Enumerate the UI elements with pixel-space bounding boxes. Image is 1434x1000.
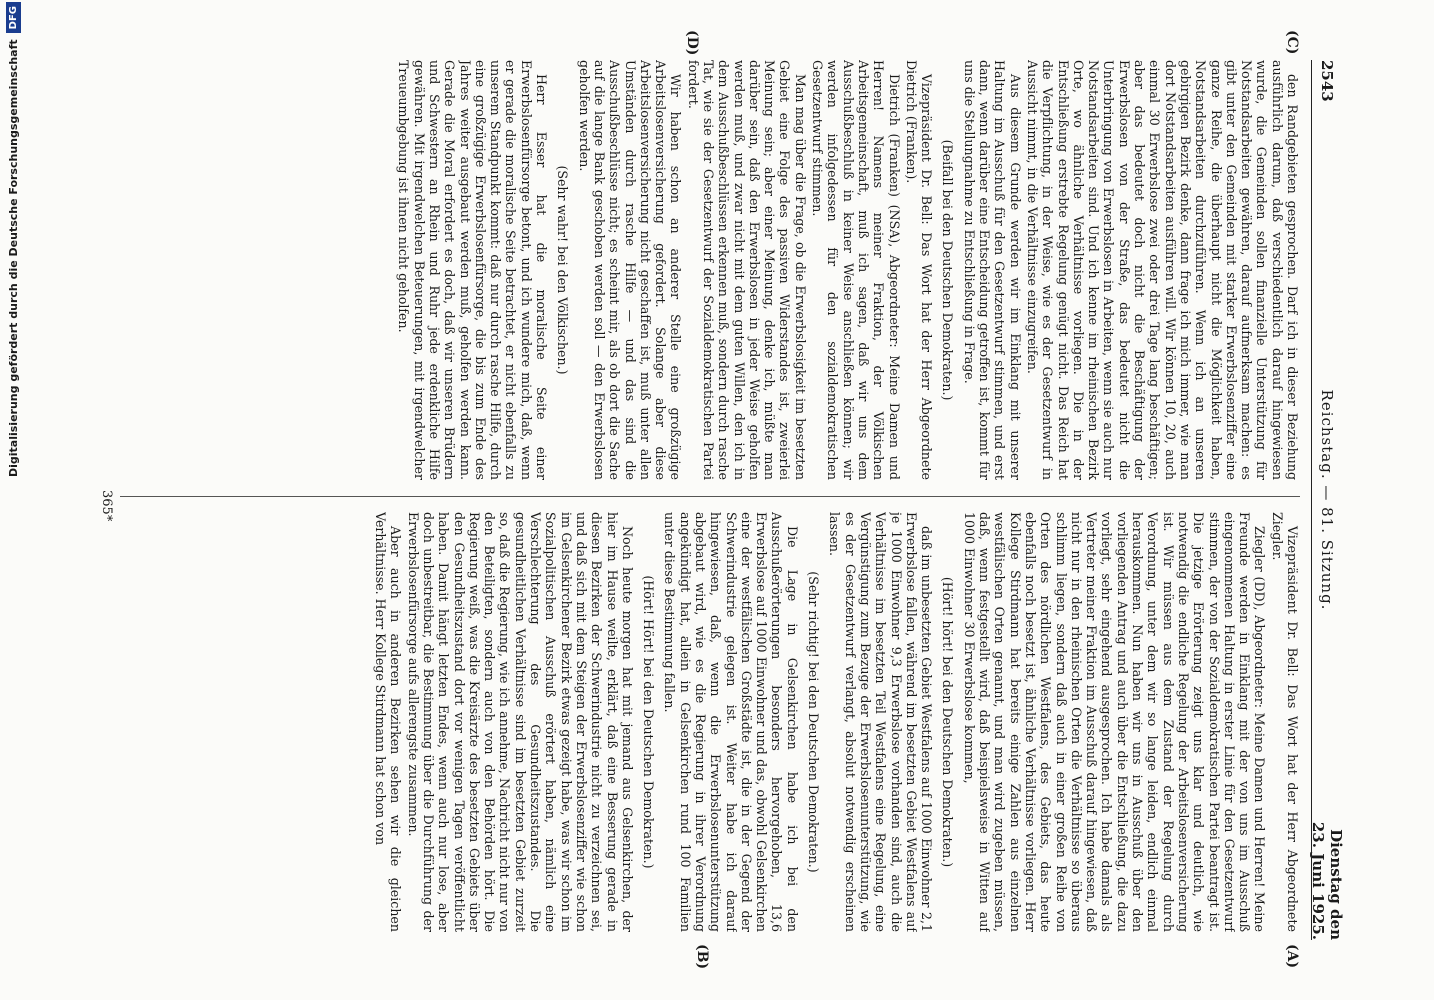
digitization-credit <box>4 0 22 996</box>
rotated-page-content <box>99 30 1345 970</box>
interjection: (Hört! hört! bei den Deutschen Demokraten.) <box>940 576 956 868</box>
paragraph: Vizepräsident Dr. Bell: Das Wort hat der Herr Abgeordnete Ziegler. <box>1269 512 1300 932</box>
interjection: (Sehr richtig! bei den Deutschen Demokraten.) <box>806 571 822 873</box>
paragraph: Ziegler (DD), Abgeordneter: Meine Damen und Herren! Meine Freunde werden in Einklang mit der von uns im Ausschuß eingenommenen Haltung in erster Linie für den Gesetzentwurf stimmen, der von der Sozialdemokratischen Partei beantragt ist. Die jetzige Erörterung zeigt uns klar und deutlich, wie notwendig die endliche Regelung der Arbeitslosenversicherung ist. Wir müssen aus dem Zustand der Regelung durch Verordnung, unter dem wir so lange leiden, endlich einmal herauskommen. Nun haben wir uns in Ausschuß über den vorliegenden Antrag und auch über die Entschließung, die dazu vorliegt, sehr eingehend ausgesprochen. Ich habe damals als Vertreter meiner Fraktion im Ausschuß darauf hingewiesen, daß nicht nur in den rheinischen Orten die Verhältnisse so überaus schlimm liegen, sondern daß auch in einer großen Reihe von Orten des nördlichen Westfalens, des Gebiets, das heute ebenfalls noch besetzt ist, ähnliche Verhältnisse vorliegen. Herr Kollege Stirdmann hat bereits einige Zahlen aus einzelnen westfälischen Orten genannt, und man wird zugeben müssen, daß, wenn festgestellt wird, daß beispielsweise in Witten auf 1000 Einwohner 30 Erwerbslose kommen, <box>961 512 1268 932</box>
sheet-signature: 365* <box>99 490 114 522</box>
column-right-of-original <box>110 60 1300 480</box>
paragraph: Wir haben schon an anderer Stelle eine großzügige Arbeitslosenversicherung gefordert. Solange aber diese Arbeitslosenversicherung nicht geschaffen ist, muß unter allen Umständen durch rasche Hilfe — und das sind die Ausschußbeschlüsse nicht; es scheint mir, als ob dort die Sache auf die lange Bank geschoben werden soll — den Erwerbslosen geholfen werden. <box>576 60 684 480</box>
credit-text: Digitalisierung gefördert durch die Deutsche Forschungsgemeinschaft <box>6 39 20 478</box>
paragraph: Noch heute morgen hat mit jemand aus Gelsenkirchen, der hier im Hause weilte, erklärt, daß eine Besserung gerade in diesen Bezirken der Schwerindustrie nicht zu verzeichnen sei, und daß sich mit dem Steigen der Erwerbslosenziffer wie schon im Gelsenkirchener Bezirk etwas gezeigt habe, was wir schon im Sozialpolitischen Ausschuß erörtert haben, nämlich eine Verschlechterung des Gesundheitszustandes. Die gesundheitlichen Verhältnisse sind im besetzten Gebiet zurzeit so, daß die Regierung, wie ich annehme, Nachricht nicht nur von den Beteiligten, sondern auch von den Behörden hört. Die Regierung weiß, was die Kreisärzte des besetzten Gebiets über den Gesundheitszustand dort vor wenigen Tagen veröffentlicht haben. Damit hängt letzten Endes, wenn auch nur lose, aber doch unbestreitbar, die Bestimmung über die Durchführung der Erwerbslosenfürsorge aufs allerengste zusammen. <box>405 512 635 932</box>
paragraph: Vizepräsident Dr. Bell: Das Wort hat der Herr Abgeordnete Dietrich (Franken). <box>903 60 935 480</box>
interjection: (Hört! Hört! bei den Deutschen Demokraten.) <box>641 575 657 869</box>
paragraph: daß im unbesetzten Gebiet Westfalens auf 1000 Einwohner 2,1 Erwerbslose fallen, während im besetzten Gebiet Westfalens auf je 1000 Einwohner 9,3 Erwerbslose vorhanden sind, auch die Verhältnisse im besetzten Teil Westfalens eine Regelung, eine Vergünstigung zum Bezuge der Erwerbslosenunterstützung, wie es der Gesetzentwurf verlangt, absolut notwendig erscheinen lassen. <box>827 512 935 932</box>
paragraph: Man mag über die Frage, ob die Erwerbslosigkeit im besetzten Gebiet eine Folge des passiven Widerstandes ist, zweierlei Meinung sein; aber einer Meinung, denke ich, müßte man darüber sein, daß den Erwerbslosen in jeder Weise geholfen werden muß, und zwar nicht mit dem guten Willen, den ich in dem Ausschußbeschlüssen erkennen muß, sondern durch rasche Tat, wie sie der Gesetzentwurf der Sozialdemokratischen Partei fordert. <box>685 60 808 480</box>
margin-marker-b: (B) <box>694 944 710 970</box>
column-left-of-original <box>110 512 1300 932</box>
paragraph: Aber auch in anderen Bezirken sehen wir die gleichen Verhältnisse. Herr Kollege Stirdmann hat schon von <box>373 512 404 932</box>
paragraph: den Randgebieten gesprochen. Darf ich in dieser Beziehung ausführlich darum, daß verschiedentlich darauf hingewiesen wurde, die Gemeinden sollen finanzielle Unterstützung für Notstandsarbeiten gewähren, darauf aufmerksam machen: es gibt unter den Gemeinden mit starker Erwerbslosenziffer eine ganze Reihe, die überhaupt nicht die Möglichkeit haben, Notstandsarbeiten durchzuführen. Wenn ich an unseren gebirgigen Bezirk denke, dann frage ich mich immer, wie man dort Notstandsarbeiten ausführen will. Wir können 10, 20, auch einmal 30 Erwerbslose zwei oder drei Tage lang beschäftigen; aber das bedeutet doch nicht die Beschäftigung der Erwerbslosen von der Straße, das bedeutet nicht die Unterbringung von Erwerbslosen in Arbeiten, wenn sie auch nur Notstandsarbeiten sind. Und ich kenne im rheinischen Bezirk Orte, wo ähnliche Verhältnisse vorliegen. Die in der Entschließung erstrebte Regelung genügt nicht. Das Reich hat die Verpflichtung, in der Weise, wie es der Gesetzentwurf in Aussicht nimmt, in die Verhältnisse einzugreifen. <box>1024 60 1300 480</box>
paragraph: Dietrich (Franken) (NSA), Abgeordneter: Meine Damen und Herren! Namens meiner Fraktion, der Völkischen Arbeitsgemeinschaft, muß ich sagen, daß wir uns dem Ausschußbeschluß in keiner Weise anschließen können; wir werden infolgedessen für den sozialdemokratischen Gesetzentwurf stimmen. <box>810 60 902 480</box>
paragraph: Die Lage in Gelsenkirchen habe ich bei den Ausschußerörterungen besonders hervorgehoben, 13,6 Erwerbslose auf 1000 Einwohner und das, obwohl Gelsenkirchen eine der westfälischen Großstädte ist, die in der Gegend der Schwerindustrie gelegen ist. Weiter habe ich darauf hingewiesen, daß, wenn die Erwerbslosenunterstützung abgebaut wird, wie es die Regierung in ihrer Verordnung angekündigt hat, allein in Gelsenkirchen rund 100 Familien unter diese Bestimmung fallen. <box>662 512 800 932</box>
page-header <box>1309 60 1345 940</box>
header-rule <box>1311 60 1312 940</box>
paragraph: Aus diesem Grunde werden wir im Einklang mit unserer Haltung im Ausschuß für den Gesetzentwurf stimmen, und erst dann, wenn darüber eine Entscheidung getroffen ist, kommt für uns die Stellungnahme zu Entschließung in Frage. <box>961 60 1023 480</box>
session-date: Dienstag den 23. Juni 1925. <box>1309 821 1345 940</box>
paragraph: Herr Esser hat die moralische Seite einer Erwerbslosenfürsorge betont, und ich wundere mich, daß, wenn er gerade die moralische Seite betrachtet, er nicht ebenfalls zu unserem Standpunkt kommt: daß nur durch rasche Hilfe, durch eine großzügige Erwerbslosenfürsorge, die bis zum Ende des Jahres weiter ausgebaut werden muß, geholfen werden kann. Gerade die Moral erfordert es doch, daß wir unseren Brüdern und Schwestern an Rhein und Ruhr jede erdenkliche Hilfe gewähren. Mit irgendwelchen Beteuerungen, mit irgendwelcher Treueumbgebung ist ihnen nicht geholfen. <box>396 60 550 480</box>
interjection: (Beifall bei den Deutschen Demokraten.) <box>940 139 956 401</box>
dfg-logo: DFG <box>6 2 21 33</box>
running-title: Reichstag. — 81. Sitzung. <box>1318 389 1336 611</box>
column-separator <box>120 496 1300 497</box>
margin-marker-d: (D) <box>684 30 700 56</box>
margin-marker-c: (C) <box>1284 30 1300 55</box>
page-number: 2543 <box>1318 60 1336 102</box>
margin-marker-a: (A) <box>1284 944 1300 969</box>
interjection: (Sehr wahr! bei den Völkischen.) <box>555 165 571 375</box>
